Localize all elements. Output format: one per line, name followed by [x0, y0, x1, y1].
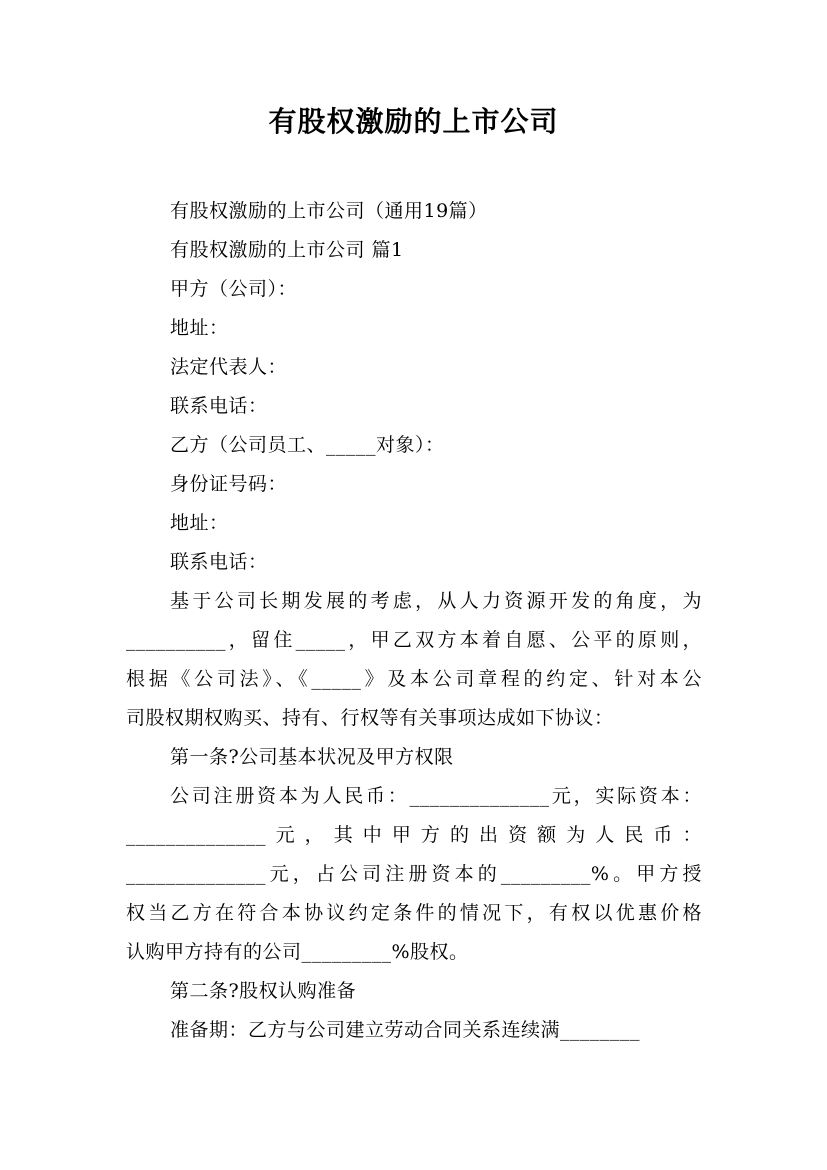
- section-heading: 有股权激励的上市公司 篇1: [170, 239, 404, 261]
- party-b-label: 乙方（公司员工、_____对象）：: [170, 434, 445, 456]
- party-a-phone-label: 联系电话：: [170, 395, 268, 417]
- party-a-label: 甲方（公司）：: [170, 278, 298, 300]
- article-2-line: 准备期：乙方与公司建立劳动合同关系连续满________: [170, 1019, 641, 1041]
- party-a-address-label: 地址：: [170, 317, 229, 339]
- article-1-line: 公司注册资本为人民币：______________元，实际资本：: [170, 785, 702, 807]
- party-b-address-label: 地址：: [170, 512, 229, 534]
- document-subtitle: 有股权激励的上市公司（通用19篇）: [170, 200, 488, 222]
- party-b-id-label: 身份证号码：: [170, 473, 288, 495]
- article-1-line: ______________元，其中甲方的出资额为人民币：: [126, 824, 702, 846]
- article-1-line: 认购甲方持有的公司_________%股权。: [126, 941, 469, 963]
- article-2-heading: 第二条?股权认购准备: [170, 980, 357, 1002]
- party-b-phone-label: 联系电话：: [170, 551, 268, 573]
- preamble-line: 根据《公司法》、《_____》及本公司章程的约定、针对本公: [126, 668, 702, 690]
- preamble-line: __________，留住_____，甲乙双方本着自愿、公平的原则，: [126, 629, 702, 651]
- document-title: 有股权激励的上市公司: [268, 105, 559, 138]
- preamble-line: 司股权期权购买、持有、行权等有关事项达成如下协议：: [126, 707, 614, 729]
- party-a-representative-label: 法定代表人：: [170, 356, 288, 378]
- article-1-line: 权当乙方在符合本协议约定条件的情况下，有权以优惠价格: [126, 902, 702, 924]
- article-1-heading: 第一条?公司基本状况及甲方权限: [170, 746, 454, 768]
- article-1-line: ______________元，占公司注册资本的_________%。甲方授: [126, 863, 702, 885]
- preamble-line: 基于公司长期发展的考虑，从人力资源开发的角度，为: [170, 590, 702, 612]
